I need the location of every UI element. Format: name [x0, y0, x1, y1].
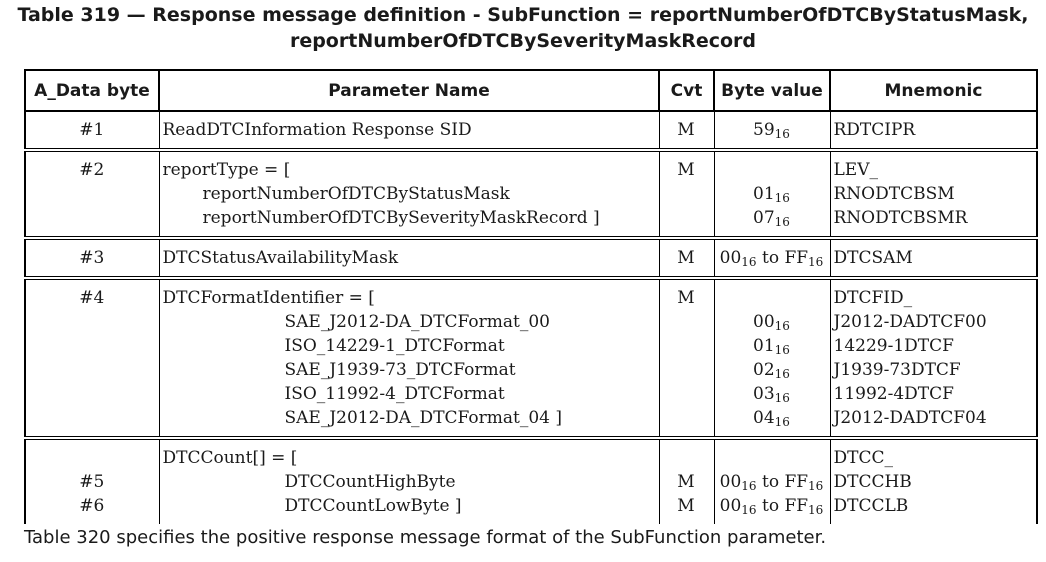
- parameter-cell: DTCCount[] = [ DTCCountHighByte DTCCountLowByte ]: [159, 438, 659, 524]
- header-cvt: Cvt: [659, 70, 714, 111]
- hex-subscript: 16: [774, 343, 790, 357]
- list-item: ISO_11992-4_DTCFormat: [284, 384, 505, 404]
- hex-value: 07: [753, 208, 775, 228]
- hex-value: 01: [753, 184, 775, 204]
- hex-subscript: 16: [774, 191, 790, 205]
- hex-subscript: 16: [774, 415, 790, 429]
- value-cell: [714, 111, 830, 150]
- hex-value: 00: [719, 472, 742, 492]
- hex-value: FF: [784, 248, 809, 268]
- table-row: [25, 238, 1037, 278]
- hex-value: 01: [753, 336, 775, 356]
- parameter-cell: ReadDTCInformation Response SID: [159, 111, 659, 150]
- header-byte-value: Byte value: [714, 70, 830, 111]
- hex-subscript: 16: [808, 479, 824, 493]
- hex-value: 59: [753, 120, 775, 140]
- header-mnemonic: Mnemonic: [830, 70, 1037, 111]
- hex-value: 04: [753, 408, 775, 428]
- cvt-cell: M: [659, 150, 714, 238]
- hex-value: 03: [753, 384, 775, 404]
- value-cell: [714, 150, 830, 238]
- byte-cell: #2: [25, 150, 159, 238]
- hex-value: 00: [753, 312, 775, 332]
- byte-cell: #1: [25, 111, 159, 150]
- hex-value: FF: [784, 496, 809, 516]
- hex-subscript: 16: [774, 319, 790, 333]
- list-item: DTCCountHighByte: [284, 472, 456, 492]
- hex-value: 00: [719, 248, 742, 268]
- byte-cell: #5 #6: [25, 438, 159, 524]
- list-item: SAE_J2012-DA_DTCFormat_00: [284, 312, 550, 332]
- hex-subscript: 16: [741, 479, 757, 493]
- list-item: DTCCountLowByte ]: [284, 496, 462, 516]
- header-a-data-byte: A_Data byte: [25, 70, 159, 111]
- caption-line-2: reportNumberOfDTCBySeverityMaskRecord: [289, 30, 757, 52]
- parameter-cell: DTCStatusAvailabilityMask: [159, 238, 659, 278]
- parameter-cell: reportType = [ reportNumberOfDTCByStatusMask reportNumberOfDTCBySeverityMaskRecord ]: [159, 150, 659, 238]
- footer-note: Table 320 specifies the positive response message format of the SubFunction parameter.: [24, 527, 827, 548]
- cvt-cell: M: [659, 278, 714, 438]
- value-cell: [714, 238, 830, 278]
- hex-subscript: 16: [808, 503, 824, 517]
- hex-subscript: 16: [741, 255, 757, 269]
- mnemonic-cell: DTCSAM: [830, 238, 1037, 278]
- value-cell: [714, 278, 830, 438]
- byte-cell: #4: [25, 278, 159, 438]
- range-separator: to: [756, 472, 785, 492]
- hex-subscript: 16: [774, 367, 790, 381]
- mnemonic-cell: DTCC_ DTCCHB DTCCLB: [830, 438, 1037, 524]
- response-message-table: [24, 69, 1038, 524]
- hex-subscript: 16: [808, 255, 824, 269]
- hex-value: 00: [719, 496, 742, 516]
- table-header-row: [25, 70, 1037, 111]
- range-separator: to: [756, 496, 785, 516]
- parameter-cell: DTCFormatIdentifier = [ SAE_J2012-DA_DTCFormat_00 ISO_14229-1_DTCFormat SAE_J1939-73_DTCFormat ISO_11992-4_DTCFormat SAE_J2012-DA_DTCFormat_04 ]: [159, 278, 659, 438]
- mnemonic-cell: RDTCIPR: [830, 111, 1037, 150]
- list-item: SAE_J2012-DA_DTCFormat_04 ]: [284, 408, 563, 428]
- cvt-cell: M M: [659, 438, 714, 524]
- table-caption: [0, 2, 1046, 54]
- hex-value: FF: [784, 472, 809, 492]
- cvt-cell: M: [659, 238, 714, 278]
- hex-subscript: 16: [774, 391, 790, 405]
- list-item: SAE_J1939-73_DTCFormat: [284, 360, 516, 380]
- mnemonic-cell: LEV_ RNODTCBSM RNODTCBSMR: [830, 150, 1037, 238]
- table-row: [25, 150, 1037, 238]
- header-parameter-name: Parameter Name: [159, 70, 659, 111]
- byte-cell: #3: [25, 238, 159, 278]
- caption-line-1: Table 319 — Response message definition - SubFunction = reportNumberOfDTCByStatusMask,: [17, 4, 1029, 26]
- cvt-cell: M: [659, 111, 714, 150]
- list-item: ISO_14229-1_DTCFormat: [284, 336, 505, 356]
- hex-value: 02: [753, 360, 775, 380]
- value-cell: [714, 438, 830, 524]
- hex-subscript: 16: [741, 503, 757, 517]
- list-item: reportNumberOfDTCBySeverityMaskRecord ]: [202, 208, 600, 228]
- hex-subscript: 16: [774, 127, 790, 141]
- range-separator: to: [756, 248, 785, 268]
- hex-subscript: 16: [774, 215, 790, 229]
- mnemonic-cell: DTCFID_ J2012-DADTCF00 14229-1DTCF J1939-73DTCF 11992-4DTCF J2012-DADTCF04: [830, 278, 1037, 438]
- table-row: [25, 278, 1037, 438]
- list-item: reportNumberOfDTCByStatusMask: [202, 184, 510, 204]
- table-row: [25, 438, 1037, 524]
- table-row: [25, 111, 1037, 150]
